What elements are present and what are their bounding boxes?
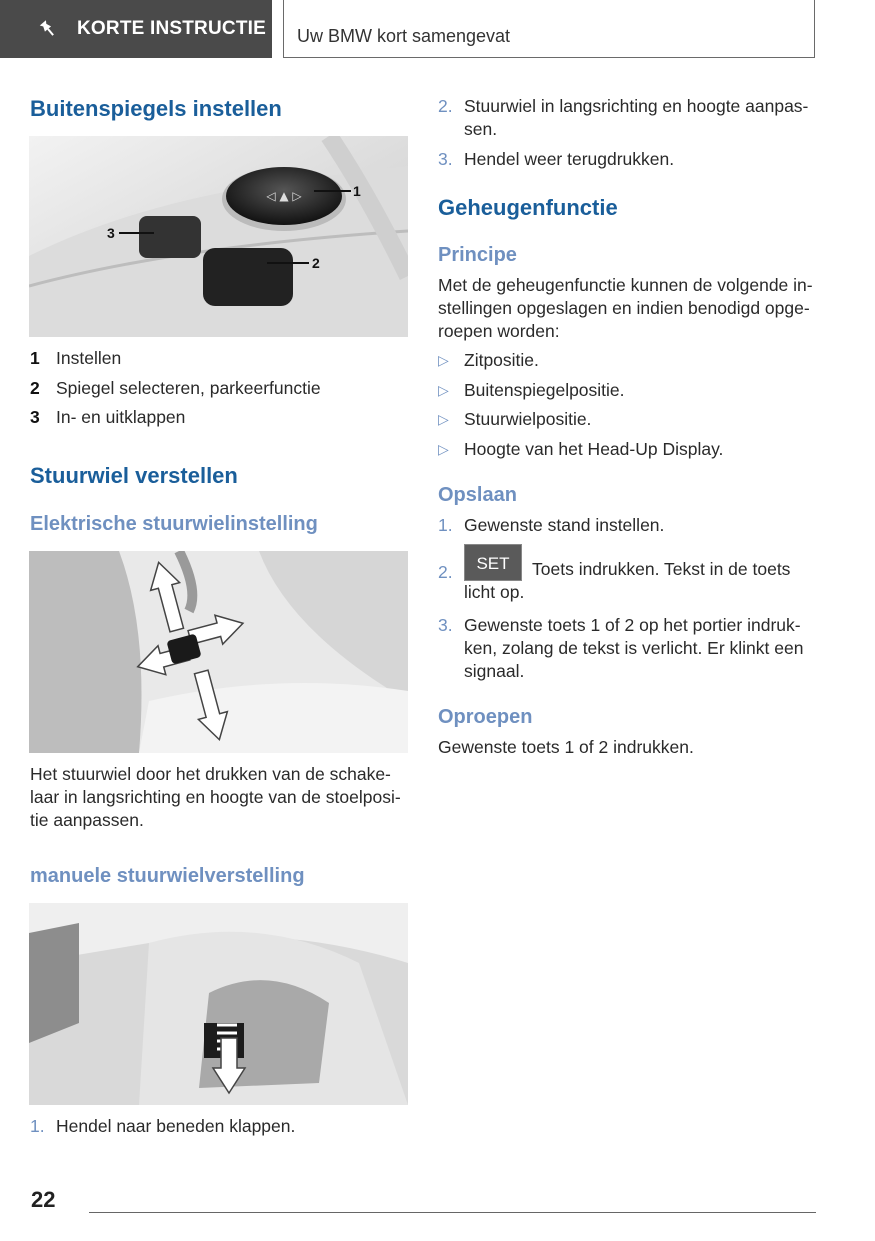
- save-step-2: [438, 544, 818, 604]
- pushpin-icon: [37, 18, 59, 40]
- recall-title: Oproepen: [438, 706, 533, 728]
- bullet-triangle-icon: ▷: [438, 440, 449, 457]
- list-item: 1. Gewenste stand instellen.: [438, 515, 665, 535]
- mirror-callout-1: 1: [353, 183, 361, 199]
- electric-text: Het stuurwiel door het drukken van de schake- laar in langsrichting en hoogte van de stoelposi- tie aanpassen.: [30, 764, 401, 830]
- list-item: ▷ Hoogte van het Head-Up Display.: [438, 438, 724, 459]
- bullet-triangle-icon: ▷: [438, 411, 449, 427]
- bullet-triangle-icon: ▷: [438, 352, 449, 368]
- manual-steps-cont: [438, 95, 818, 171]
- legend-item: 2 Spiegel selecteren, parkeerfunctie: [30, 377, 321, 398]
- header-subtitle: Uw BMW kort samengevat: [283, 0, 815, 58]
- list-item: ▷ Stuurwielpositie.: [438, 409, 592, 429]
- principle-list: [438, 349, 818, 461]
- mirror-callout-3: 3: [107, 225, 115, 241]
- mirror-callout-2: 2: [312, 255, 320, 271]
- section-tab-label: KORTE INSTRUCTIE: [77, 18, 266, 39]
- footer-divider: [89, 1212, 816, 1213]
- save-steps: [438, 514, 818, 537]
- principle-text: Met de geheugenfunctie kunnen de volgende in- stellingen opgeslagen en indien benodigd opge- roepen worden:: [438, 275, 813, 341]
- legend-item: 3 In- en uitklappen: [30, 407, 186, 427]
- save-step-3: [438, 614, 818, 683]
- set-button[interactable]: SET: [464, 544, 522, 581]
- list-item: ▷ Buitenspiegelpositie.: [438, 379, 625, 400]
- page-number: 22: [31, 1187, 56, 1212]
- electric-steering-image: [29, 551, 408, 753]
- list-item: ▷ Zitpositie.: [438, 350, 539, 370]
- list-item: 3. Gewenste toets 1 of 2 op het portier indruk- ken, zolang de tekst is verlicht. Er klinkt een signaal.: [438, 615, 804, 681]
- mirror-legend: [30, 347, 410, 429]
- list-item: 2. SET Toets indrukken. Tekst in de toets licht op.: [438, 544, 818, 604]
- section-tab: [0, 0, 272, 58]
- manual-title: manuele stuurwielverstelling: [30, 865, 305, 887]
- mirror-controls-image: [29, 136, 408, 337]
- list-item: 1. Hendel naar beneden klappen.: [30, 1116, 296, 1136]
- recall-text: Gewenste toets 1 of 2 indrukken.: [438, 737, 694, 757]
- list-item: 3. Hendel weer terugdrukken.: [438, 148, 675, 169]
- memory-title: Geheugenfunctie: [438, 195, 618, 220]
- svg-text:◁ ▲ ▷: ◁ ▲ ▷: [266, 189, 302, 203]
- manual-steps: [30, 1115, 410, 1138]
- list-item: 2. Stuurwiel in langsrichting en hoogte aanpas- sen.: [438, 96, 809, 139]
- mirrors-title: Buitenspiegels instellen: [30, 96, 282, 121]
- electric-title: Elektrische stuurwielinstelling: [30, 513, 318, 535]
- legend-item: 1 Instellen: [30, 348, 122, 368]
- manual-steering-image: [29, 903, 408, 1105]
- bullet-triangle-icon: ▷: [438, 381, 449, 398]
- save-title: Opslaan: [438, 484, 517, 506]
- steering-title: Stuurwiel verstellen: [30, 463, 238, 488]
- principle-title: Principe: [438, 244, 517, 266]
